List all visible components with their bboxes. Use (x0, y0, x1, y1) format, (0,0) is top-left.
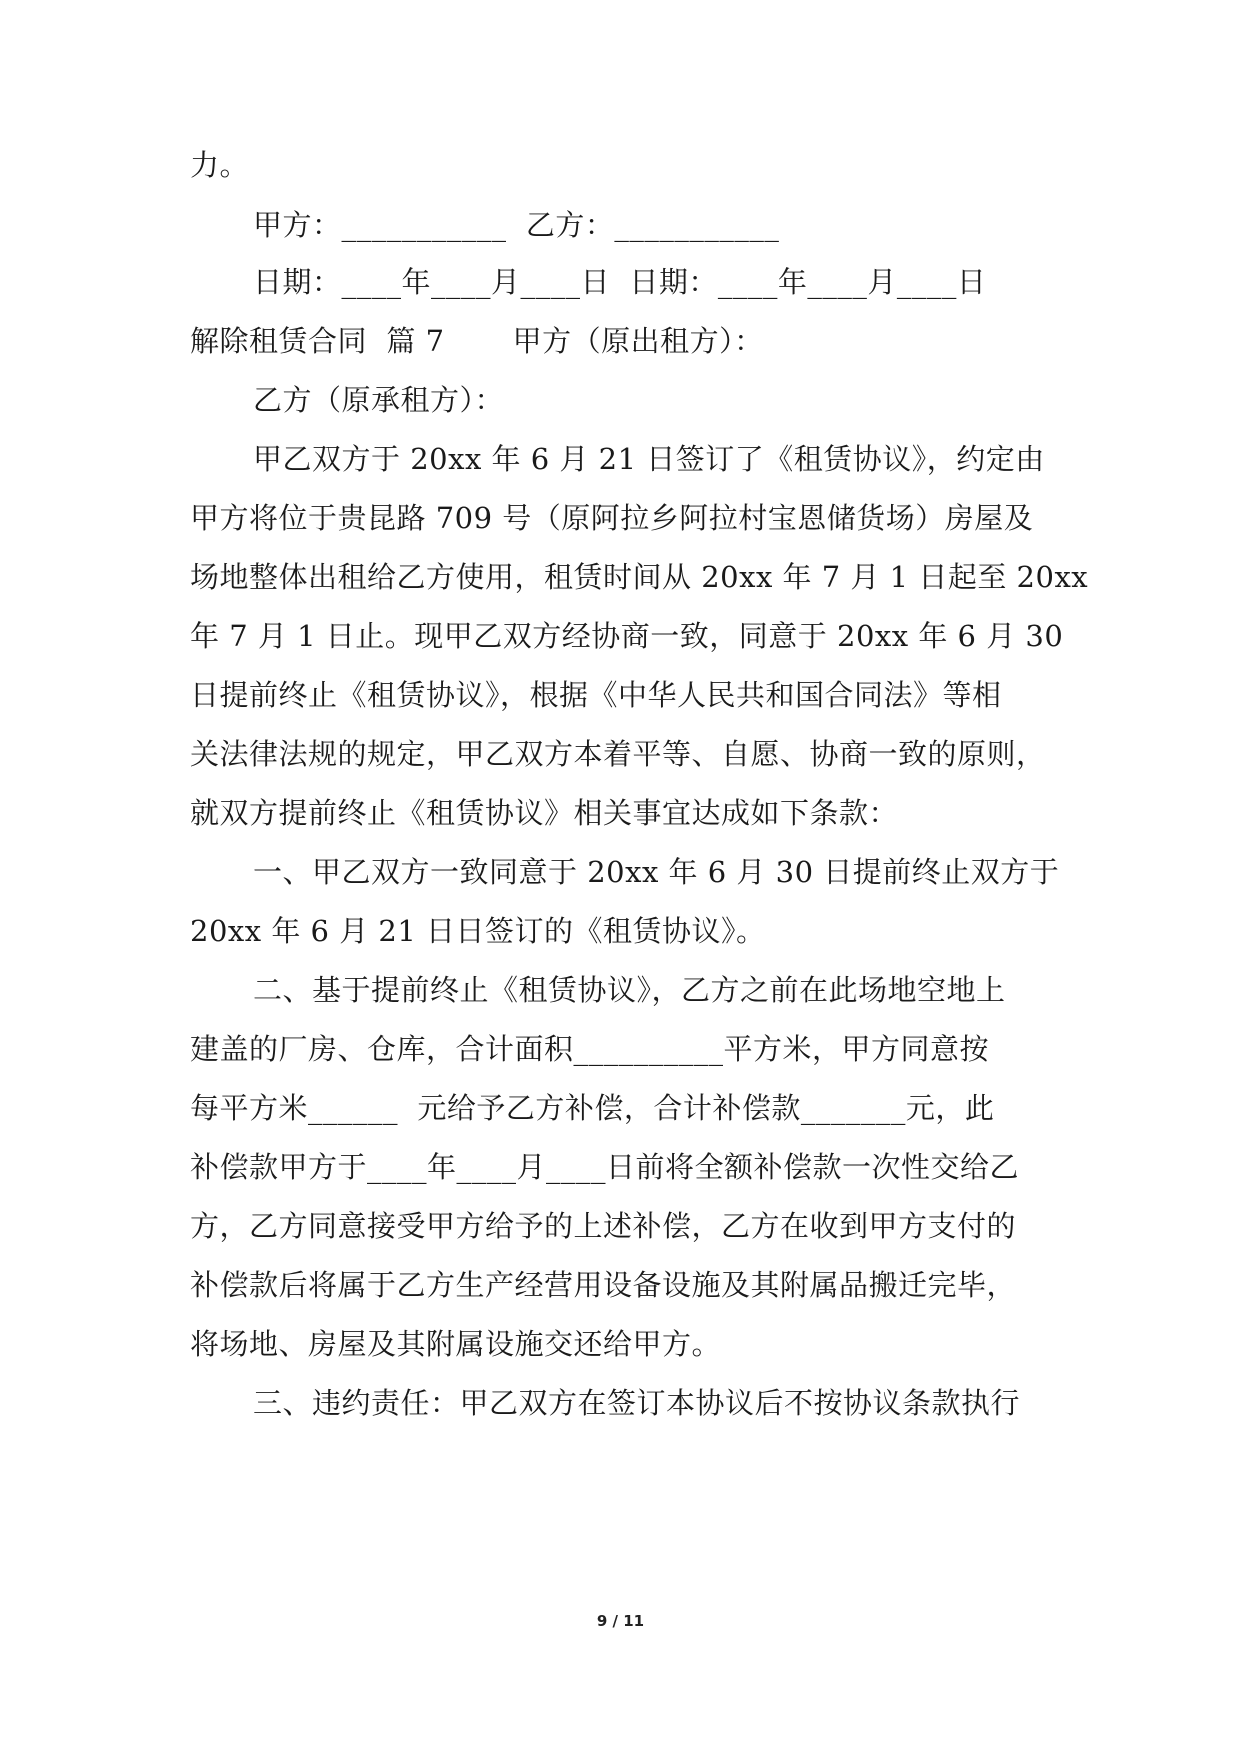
page-number: 9 / 11 (596, 1612, 645, 1630)
clause-3: 三、违约责任：甲乙双方在签订本协议后不按协议条款执行 (253, 1386, 1021, 1420)
text-line: 关法律法规的规定，甲乙双方本着平等、自愿、协商一致的原则， (190, 737, 1046, 771)
text-line: 年 7 月 1 日止。现甲乙双方经协商一致，同意于 20xx 年 6 月 30 (190, 619, 1064, 653)
text-line: 将场地、房屋及其附属设施交还给甲方。 (190, 1327, 722, 1361)
text-line: 力。 (190, 148, 250, 182)
text-line: 补偿款甲方于____年____月____日前将全额补偿款一次性交给乙 (190, 1150, 1020, 1184)
text-line: 建盖的厂房、仓库，合计面积__________平方米，甲方同意按 (190, 1032, 990, 1066)
text-line: 日提前终止《租赁协议》，根据《中华人民共和国合同法》等相 (190, 678, 1002, 712)
date-line: 日期：____年____月____日 日期：____年____月____日 (253, 265, 987, 299)
text-line: 每平方米______ 元给予乙方补偿，合计补偿款_______元，此 (190, 1091, 995, 1125)
text-line: 甲乙双方于 20xx 年 6 月 21 日签订了《租赁协议》，约定由 (253, 442, 1045, 476)
text-line: 补偿款后将属于乙方生产经营用设备设施及其附属品搬迁完毕， (190, 1268, 1017, 1302)
signature-line: 甲方：___________ 乙方：___________ (253, 208, 780, 242)
text-line: 乙方（原承租方）： (253, 383, 505, 417)
clause-2: 二、基于提前终止《租赁协议》，乙方之前在此场地空地上 (253, 973, 1006, 1007)
text-line: 就双方提前终止《租赁协议》相关事宜达成如下条款： (190, 796, 899, 830)
text-line: 甲方将位于贵昆路 709 号（原阿拉乡阿拉村宝恩储货场）房屋及 (190, 501, 1034, 535)
text-line: 场地整体出租给乙方使用，租赁时间从 20xx 年 7 月 1 日起至 20xx (190, 560, 1089, 594)
text-line: 20xx 年 6 月 21 日日签订的《租赁协议》。 (190, 914, 766, 948)
text-line: 方，乙方同意接受甲方给予的上述补偿，乙方在收到甲方支付的 (190, 1209, 1017, 1243)
clause-1: 一、甲乙双方一致同意于 20xx 年 6 月 30 日提前终止双方于 (253, 855, 1060, 889)
section-heading: 解除租赁合同 篇 7 甲方（原出租方）： (190, 324, 764, 358)
